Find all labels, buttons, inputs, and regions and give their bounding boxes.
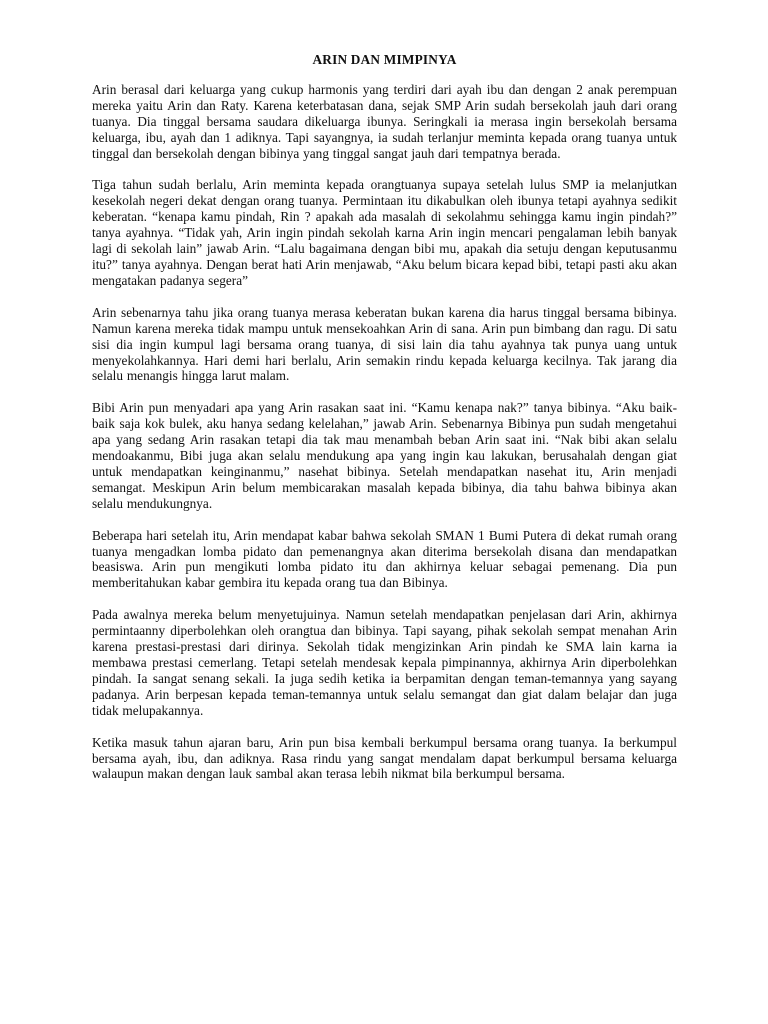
paragraph-2: Tiga tahun sudah berlalu, Arin meminta kepada orangtuanya supaya setelah lulus SMP ia melanjutkan kesekolah negeri dekat dengan orang tuanya. Permintaan itu dikabulkan oleh ibunya tetapi ayahnya sedikit keberatan. “kenapa kamu pindah, Rin ? apakah ada masalah di sekolahmu sehingga kamu ingin pindah?” tanya ayahnya. “Tidak yah, Arin ingin pindah sekolah karna Arin ingin mencari pengalaman lebih banyak lagi di sekolah lain” jawab Arin. “Lalu bagaimana dengan bibi mu, apakah dia setuju dengan keputusanmu itu?” tanya ayahnya. Dengan berat hati Arin menjawab, “Aku belum bicara kepad bibi, tetapi pasti aku akan mengatakan padanya segera”	[92, 177, 677, 288]
paragraph-3: Arin sebenarnya tahu jika orang tuanya merasa keberatan bukan karena dia harus tinggal bersama bibinya. Namun karena mereka tidak mampu untuk mensekoahkan Arin di sana. Arin pun bimbang dan ragu. Di satu sisi dia ingin kumpul lagi bersama orang tuanya, di sisi lain dia tahu ayahnya tak punya uang untuk menyekolahkannya. Hari demi hari berlalu, Arin semakin rindu kepada keluarga kecilnya. Tak jarang dia selalu menangis hingga larut malam.	[92, 304, 677, 384]
paragraph-1: Arin berasal dari keluarga yang cukup harmonis yang terdiri dari ayah ibu dan dengan 2 anak perempuan mereka yaitu Arin dan Raty. Karena keterbatasan dana, sejak SMP Arin sudah bersekolah jauh dari orang tuanya. Dia tinggal bersama saudara dikeluarga ibunya. Seringkali ia merasa ingin bersekolah bersama keluarga, ibu, ayah dan 1 adiknya. Tapi sayangnya, ia sudah terlanjur meminta kepada orang tuanya untuk tinggal dan bersekolah dengan bibinya yang tinggal sangat jauh dari tempatnya berada.	[92, 81, 677, 161]
paragraph-4: Bibi Arin pun menyadari apa yang Arin rasakan saat ini. “Kamu kenapa nak?” tanya bibinya. “Aku baik-baik saja kok bulek, aku hanya sedang kelelahan,” jawab Arin. Sebenarnya Bibinya pun sudah mengetahui apa yang sedang Arin rasakan tetapi dia tak mau menambah beban Arin saat ini. “Nak bibi akan selalu mendoakanmu, Bibi juga akan selalu mendukung apa yang ingin kau lakukan, berusahalah dengan giat untuk mendapatkan keinginanmu,” nasehat bibinya. Setelah mendapatkan nasehat itu, Arin menjadi semangat. Meskipun Arin belum membicarakan masalah kepada bibinya, dia tahu bahwa bibinya akan selalu mendukungnya.	[92, 400, 677, 511]
paragraph-5: Beberapa hari setelah itu, Arin mendapat kabar bahwa sekolah SMAN 1 Bumi Putera di dekat rumah orang tuanya mengadkan lomba pidato dan pemenangnya akan diterima bersekolah disana dan mendapatkan beasiswa. Arin pun mengikuti lomba pidato itu dan akhirnya keluar sebagai pemenang. Dia pun memberitahukan kabar gembira itu kepada orang tua dan Bibinya.	[92, 527, 677, 591]
document-body	[92, 52, 677, 798]
paragraph-6: Pada awalnya mereka belum menyetujuinya. Namun setelah mendapatkan penjelasan dari Arin, akhirnya permintaanny diperbolehkan oleh orangtua dan bibinya. Tapi sayang, pihak sekolah sempat menahan Arin karena prestasi-prestasi dari dirinya. Sekolah tidak mengizinkan Arin pindah ke SMA lain karna ia membawa prestasi cemerlang. Tetapi setelah mendesak kepala pimpinannya, akhirnya Arin diperbolehkan pindah. Ia sangat senang sekali. Ia juga sedih ketika ia berpamitan dengan teman-temannya yang sayang padanya. Arin berpesan kepada teman-temannya untuk selalu semangat dan giat dalam belajar dan juga tidak melupakannya.	[92, 607, 677, 718]
document-title: ARIN DAN MIMPINYA	[312, 52, 457, 67]
paragraph-7: Ketika masuk tahun ajaran baru, Arin pun bisa kembali berkumpul bersama orang tuanya. Ia berkumpul bersama ayah, ibu, dan adiknya. Rasa rindu yang sangat mendalam dapat berkumpul bersama keluarga walaupun makan dengan lauk sambal akan terasa lebih nikmat bila berkumpul bersama.	[92, 734, 677, 782]
